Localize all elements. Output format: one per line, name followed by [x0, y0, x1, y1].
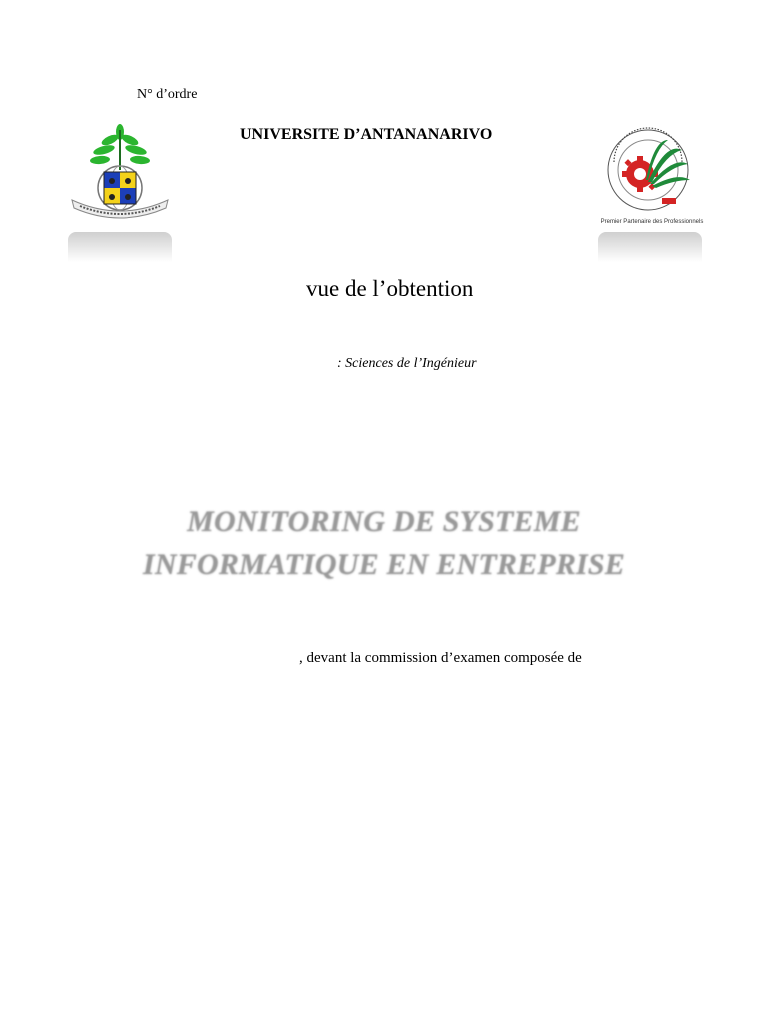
degree-subtitle: vue de l’obtention	[306, 276, 474, 301]
thesis-title	[0, 500, 768, 586]
thesis-title-line-2: INFORMATIQUE EN ENTREPRISE	[143, 548, 625, 581]
polytechnic-school-emblem-icon	[596, 122, 704, 232]
logo-reflection	[68, 232, 172, 262]
commission-statement: , devant la commission d’examen composée de	[299, 650, 582, 666]
university-crest-icon	[66, 122, 174, 232]
university-crest-logo	[66, 122, 174, 262]
field-of-study: : Sciences de l’Ingénieur	[337, 356, 477, 371]
emblem-motto: Premier Partenaire des Professionnels	[600, 219, 704, 225]
thesis-title-line-1: MONITORING DE SYSTEME	[187, 505, 581, 538]
university-name: UNIVERSITE D’ANTANANARIVO	[240, 126, 493, 143]
polytechnic-emblem-logo	[596, 122, 704, 262]
logo-reflection	[598, 232, 702, 262]
order-number-label: N° d’ordre	[137, 87, 198, 102]
